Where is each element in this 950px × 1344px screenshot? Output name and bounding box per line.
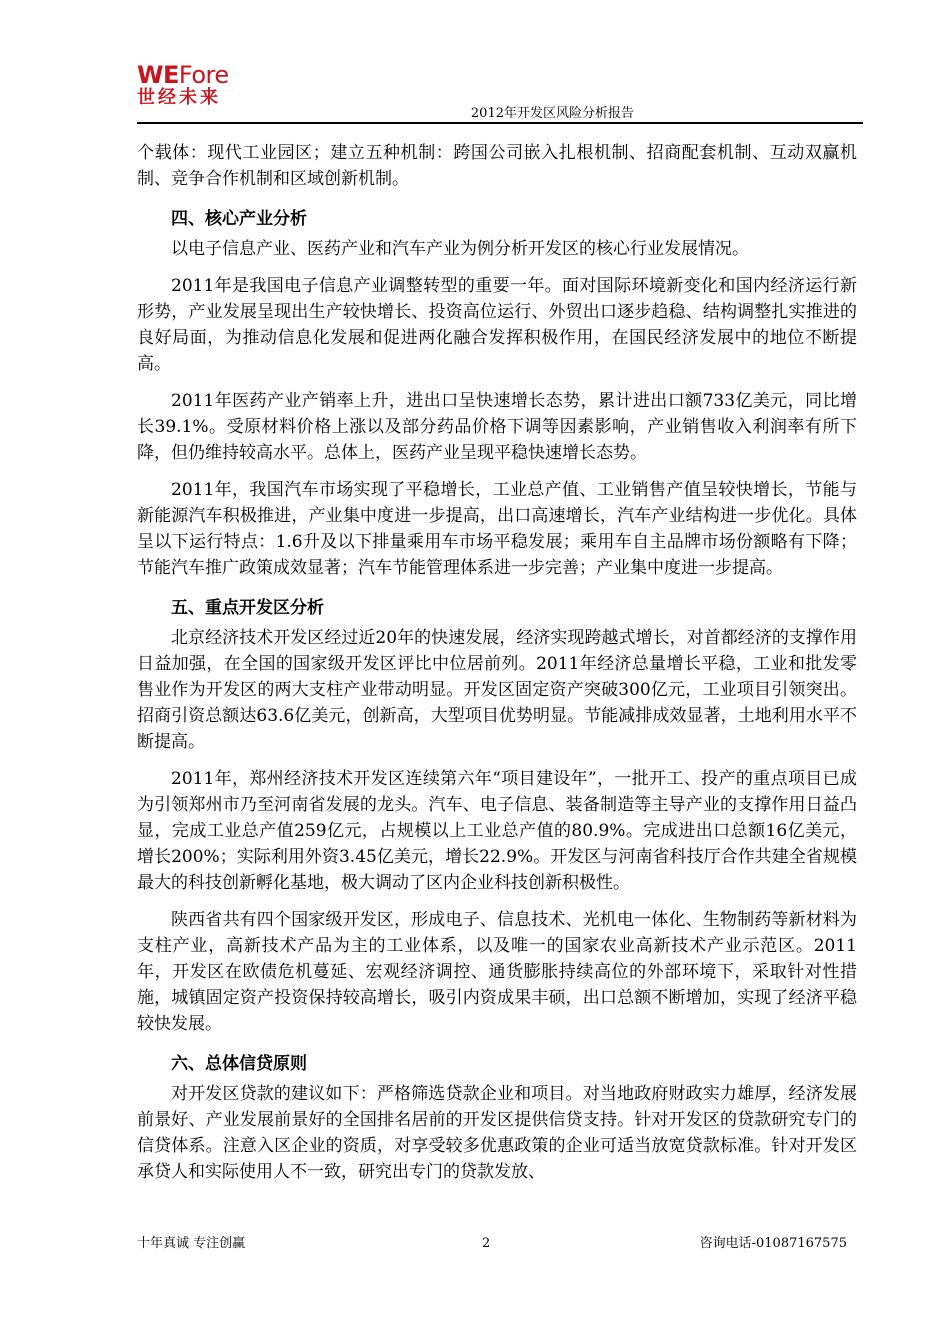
- paragraph-shaanxi: 陕西省共有四个国家级开发区，形成电子、信息技术、光机电一体化、生物制药等新材料为支柱产业，高新技术产品为主的工业体系，以及唯一的国家农业高新技术产业示范区。2011年，开发区在欧债危机蔓延、宏观经济调控、通货膨胀持续高位的外部环境下，采取针对性措施，城镇固定资产投资保持较高增长，吸引内资成果丰硕，出口总额不断增加，实现了经济平稳较快发展。: [137, 910, 857, 1034]
- footer-slogan: 十年真诚 专注创赢: [137, 1236, 246, 1251]
- footer-phone: 咨询电话-01087167575: [699, 1236, 847, 1251]
- section-heading-key-zones: 五、重点开发区分析: [171, 598, 324, 618]
- paragraph-electronics: 2011年是我国电子信息产业调整转型的重要一年。面对国际环境新变化和国内经济运行新形势，产业发展呈现出生产较快增长、投资高位运行、外贸出口逐步趋稳、结构调整扎实推进的良好局面，为推动信息化发展和促进两化融合发挥积极作用，在国民经济发展中的地位不断提高。: [137, 276, 857, 374]
- section-heading-core-industry: 四、核心产业分析: [171, 209, 307, 229]
- paragraph-pharma: 2011年医药产业产销率上升，进出口呈快速增长态势，累计进出口额733亿美元，同比增长39.1%。受原材料价格上涨以及部分药品价格下调等因素影响，产业销售收入利润率有所下降，但仍维持较高水平。总体上，医药产业呈现平稳快速增长态势。: [137, 391, 857, 463]
- logo-chinese: 世经未来: [137, 87, 221, 108]
- paragraph-auto: 2011年，我国汽车市场实现了平稳增长，工业总产值、工业销售产值呈较快增长，节能与新能源汽车积极推进，产业集中度进一步提高，出口高速增长，汽车产业结构进一步优化。具体呈以下运行特点：1.6升及以下排量乘用车市场平稳发展；乘用车自主品牌市场份额略有下降；节能汽车推广政策成效显著；汽车节能管理体系进一步完善；产业集中度进一步提高。: [137, 480, 857, 578]
- paragraph-credit: 对开发区贷款的建议如下：严格筛选贷款企业和项目。对当地政府财政实力雄厚，经济发展前景好、产业发展前景好的全国排名居前的开发区提供信贷支持。针对开发区的贷款研究专门的信贷体系。注意入区企业的资质，对享受较多优惠政策的企业可适当放宽贷款标准。针对开发区承贷人和实际使用人不一致，研究出专门的贷款发放、: [137, 1084, 857, 1182]
- paragraph-zhengzhou: 2011年，郑州经济技术开发区连续第六年“项目建设年”，一批开工、投产的重点项目已成为引领郑州市乃至河南省发展的龙头。汽车、电子信息、装备制造等主导产业的支撑作用日益凸显，完成工业总产值259亿元，占规模以上工业总产值的80.9%。完成进出口总额16亿美元，增长200%；实际利用外资3.45亿美元，增长22.9%。开发区与河南省科技厅合作共建全省规模最大的科技创新孵化基地，极大调动了区内企业科技创新积极性。: [137, 769, 857, 893]
- logo-fore: Fore: [178, 61, 229, 89]
- paragraph-continued: 个载体：现代工业园区；建立五种机制：跨国公司嵌入扎根机制、招商配套机制、互动双赢机制、竞争合作机制和区域创新机制。: [137, 143, 857, 189]
- company-logo: [137, 62, 237, 112]
- paragraph-beijing: 北京经济技术开发区经过近20年的快速发展，经济实现跨越式增长，对首都经济的支撑作用日益加强，在全国的国家级开发区评比中位居前列。2011年经济总量增长平稳，工业和批发零售业作为开发区的两大支柱产业带动明显。开发区固定资产突破300亿元，工业项目引领突出。招商引资总额达63.6亿美元，创新高，大型项目优势明显。节能减排成效显著，土地利用水平不断提高。: [137, 628, 857, 752]
- header-divider: [137, 122, 863, 124]
- logo-we: WE: [137, 61, 179, 89]
- document-body: [137, 140, 857, 1196]
- page-number: 2: [482, 1236, 491, 1251]
- logo-wordmark: [137, 62, 237, 88]
- paragraph-core-intro: 以电子信息产业、医药产业和汽车产业为例分析开发区的核心行业发展情况。: [171, 239, 749, 259]
- page-footer: [137, 1236, 847, 1256]
- report-title: 2012年开发区风险分析报告: [470, 106, 634, 121]
- section-heading-credit: 六、总体信贷原则: [171, 1054, 307, 1074]
